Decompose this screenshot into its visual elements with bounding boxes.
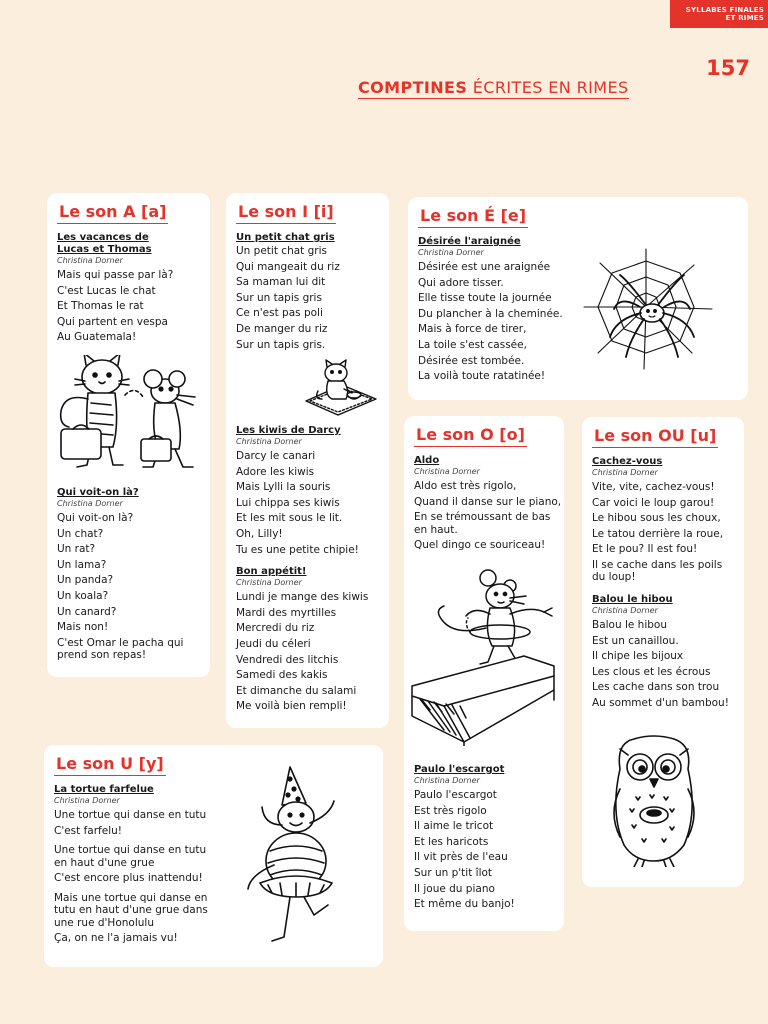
- poem-line: Lundi je mange des kiwis: [236, 591, 369, 604]
- poem-line: Il aime le tricot: [414, 820, 494, 833]
- poem-author: Christina Dorner: [592, 605, 658, 615]
- poem-line: Sur un tapis gris.: [236, 338, 326, 351]
- poem-line: Les clous et les écrous: [592, 665, 711, 678]
- poem-line: Mardi des myrtilles: [236, 606, 337, 619]
- poem: [236, 232, 379, 353]
- poem-line: Un canard?: [57, 605, 117, 618]
- poem-line: Et les haricots: [414, 835, 489, 848]
- poem-line: C'est Omar le pacha qui prend son repas!: [57, 636, 184, 662]
- poem-line: Le tatou derrière la roue,: [592, 527, 724, 540]
- poem-lines: [592, 480, 734, 586]
- poem-line: C'est farfelu!: [54, 824, 122, 837]
- poem-line: Quand il danse sur le piano,: [414, 495, 562, 508]
- page-number: 157: [706, 56, 750, 80]
- poem-line: Sa maman lui dit: [236, 276, 326, 289]
- card-son-i: [226, 193, 389, 728]
- poem-line: Qui partent en vespa: [57, 315, 168, 328]
- poem-author: Christina Dorner: [414, 467, 480, 476]
- poem-line: La toile s'est cassée,: [418, 338, 527, 351]
- poem-line: Un lama?: [57, 558, 107, 571]
- owl-illustration: [606, 733, 702, 867]
- poem-line: Il vit près de l'eau: [414, 851, 508, 864]
- poem: [57, 487, 187, 664]
- poem-line: Au sommet d'un bambou!: [592, 696, 729, 709]
- poem-lines: [57, 268, 200, 346]
- poem-line: Un rat?: [57, 543, 96, 556]
- poem-line: Désirée est une araignée: [418, 261, 551, 273]
- poem: [57, 232, 200, 346]
- poem-line: Car voici le loup garou!: [592, 496, 715, 509]
- poem-line: Et même du banjo!: [414, 898, 515, 911]
- poem-title: Les vacances de Lucas et Thomas: [57, 232, 152, 255]
- section-tag: [670, 0, 768, 28]
- poem-line: Darcy le canari: [236, 450, 316, 462]
- poem-line: Samedi des kakis: [236, 669, 328, 682]
- poem-line: Et dimanche du salami: [236, 684, 357, 697]
- poem-line: Tu es une petite chipie!: [236, 543, 359, 556]
- card-title: Le son I [i]: [236, 202, 336, 224]
- poem-title: Cachez-vous: [592, 456, 663, 467]
- poem-line: Elle tisse toute la journée: [418, 292, 552, 305]
- card-son-a: [47, 193, 210, 677]
- poem-author: Christina Dorner: [592, 468, 658, 477]
- poem-line: C'est encore plus inattendu!: [54, 872, 203, 885]
- poem: [592, 594, 734, 712]
- card-title: Le son OU [u]: [592, 426, 718, 448]
- card-title: Le son A [a]: [57, 202, 168, 224]
- poem-line: En se trémoussant de bas en haut.: [414, 511, 551, 536]
- poem-line: Qui voit-on là?: [57, 512, 134, 524]
- poem-title: La tortue farfelue: [54, 784, 154, 795]
- cat-and-rat-illustration: [55, 355, 203, 477]
- poem-line: Il joue du piano: [414, 882, 495, 895]
- poem-line: Lui chippa ses kiwis: [236, 496, 340, 509]
- poem-line: Mais une tortue qui danse en tutu en haut d'une grue dans une rue d'Honolulu: [54, 891, 208, 929]
- poem-line: Ce n'est pas poli: [236, 307, 323, 320]
- poem-author: Christina Dorner: [236, 437, 302, 446]
- poem-author: Christina Dorner: [54, 796, 120, 805]
- poem: [414, 455, 562, 554]
- poem-lines: [236, 244, 379, 353]
- poem: [236, 425, 368, 715]
- card-son-ou: [582, 417, 744, 887]
- poem-title: Les kiwis de Darcy: [236, 425, 341, 436]
- poem-line: Sur un tapis gris: [236, 291, 322, 304]
- poem-line: Un chat?: [57, 527, 104, 540]
- poem-line: La voilà toute ratatinée!: [418, 370, 546, 383]
- poem-author: Christina Dorner: [414, 776, 480, 785]
- poem-line: Aldo est très rigolo,: [414, 480, 517, 492]
- poem-title: Un petit chat gris: [236, 232, 335, 243]
- poem-line: Vite, vite, cachez-vous!: [592, 481, 715, 493]
- poem-line: Qui adore tisser.: [418, 276, 504, 289]
- poem-lines: [57, 511, 187, 664]
- poem-lines: [236, 449, 368, 558]
- poem-line: Oh, Lilly!: [236, 527, 283, 540]
- poem-lines: [592, 618, 734, 712]
- poem-line: Mais qui passe par là?: [57, 269, 174, 281]
- poem-line: Jeudi du céleri: [236, 637, 311, 650]
- poem-line: De manger du riz: [236, 322, 328, 335]
- poem-line: Au Guatemala!: [57, 331, 137, 344]
- poem-title: Paulo l'escargot: [414, 764, 505, 775]
- poem-lines: [414, 479, 562, 554]
- poem-line: Un petit chat gris: [236, 245, 327, 257]
- poem-line: Vendredi des litchis: [236, 653, 339, 666]
- poem-title: Aldo: [414, 455, 440, 466]
- poem-title: Balou le hibou: [592, 593, 673, 605]
- poem-author: Christina Dorner: [57, 256, 123, 265]
- poem-line: Mais Lylli la souris: [236, 481, 331, 494]
- poem-line: C'est Lucas le chat: [57, 284, 156, 297]
- poem-line: Le hibou sous les choux,: [592, 512, 721, 525]
- poem-line: Un panda?: [57, 574, 114, 587]
- poem-line: Une tortue qui danse en tutu: [54, 809, 207, 821]
- poem-author: Christina Dorner: [57, 499, 123, 508]
- tortoise-tutu-illustration: [244, 765, 354, 955]
- poem-line: Mais à force de tirer,: [418, 323, 527, 336]
- poem-line: Balou le hibou: [592, 618, 668, 631]
- card-title: Le son O [o]: [414, 425, 527, 447]
- poem-lines: [236, 590, 368, 715]
- poem-line: Sur un p'tit îlot: [414, 866, 493, 879]
- poem-line: Et les mit sous le lit.: [236, 512, 343, 525]
- poem-line: Qui mangeait du riz: [236, 260, 340, 273]
- page-title-rest: ÉCRITES EN RIMES: [467, 78, 629, 97]
- spider-web-illustration: [580, 245, 720, 373]
- poem-title: Désirée l'araignée: [418, 236, 521, 247]
- card-son-o: [404, 416, 564, 931]
- card-title: Le son U [y]: [54, 754, 166, 776]
- section-tag-line-1: SYLLABES FINALES: [685, 6, 764, 14]
- poem: [236, 566, 368, 715]
- poem-line: Mais non!: [57, 621, 109, 634]
- poem-line: Est un canaillou.: [592, 634, 679, 647]
- poem-lines: [414, 788, 515, 913]
- poem-line: Et Thomas le rat: [57, 300, 144, 313]
- poem-line: Paulo l'escargot: [414, 789, 497, 801]
- card-son-e: [408, 197, 748, 400]
- poem-title: Bon appétit!: [236, 566, 307, 578]
- mouse-piano-illustration: [404, 566, 564, 746]
- section-tag-line-2: ET RIMES: [725, 14, 764, 22]
- poem-line: Une tortue qui danse en tutu en haut d'une grue: [54, 844, 207, 869]
- poem-line: Un koala?: [57, 589, 109, 602]
- poem-line: Mercredi du riz: [236, 622, 315, 635]
- poem-line: Désirée est tombée.: [418, 354, 525, 367]
- poem-line: Il chipe les bijoux: [592, 650, 684, 663]
- poem-line: Du plancher à la cheminée.: [418, 307, 563, 320]
- poem-line: Me voilà bien rempli!: [236, 700, 347, 713]
- poem-line: Il se cache dans les poils du loup!: [592, 558, 723, 584]
- poem-line: Quel dingo ce souriceau!: [414, 539, 546, 552]
- poem-author: Christina Dorner: [418, 248, 484, 257]
- poem-line: Adore les kiwis: [236, 465, 315, 478]
- poem-author: Christina Dorner: [236, 578, 302, 588]
- card-title: Le son É [e]: [418, 206, 528, 228]
- poem-line: Les cache dans son trou: [592, 681, 720, 694]
- poem: [592, 456, 734, 586]
- poem-title: Qui voit-on là?: [57, 487, 139, 498]
- poem-line: Ça, on ne l'a jamais vu!: [54, 932, 178, 945]
- poem: [414, 764, 515, 913]
- card-son-u: [44, 745, 383, 967]
- poem-line: Et le pou? Il est fou!: [592, 543, 698, 556]
- poem-line: Est très rigolo: [414, 804, 487, 817]
- page-title-bold: COMPTINES: [358, 78, 468, 97]
- cat-on-rug-illustration: [302, 359, 378, 417]
- page-title: [358, 78, 629, 99]
